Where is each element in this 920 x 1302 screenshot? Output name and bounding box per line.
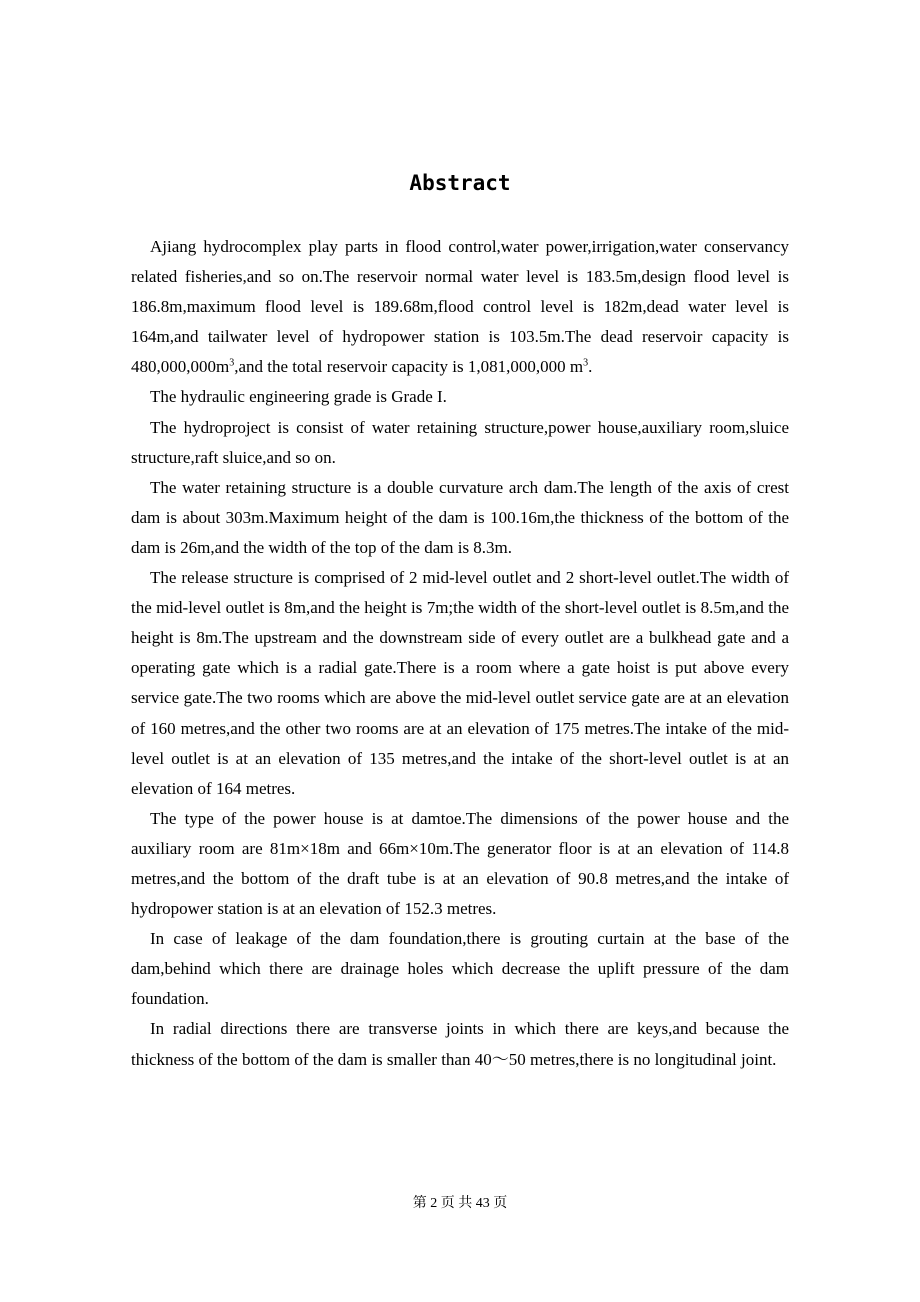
paragraph-joints: In radial directions there are transverse joints in which there are keys,and because the thickness of the bottom of the dam is smaller than 40～50 metres,there is no longitudinal joint. [131,1019,789,1069]
paragraph-power-house: The type of the power house is at damtoe.The dimensions of the power house and the auxiliary room are 81m×18m and 66m×10m.The generator floor is at an elevation of 114.8 metres,and the bottom of the draft tube is at an elevation of 90.8 metres,and the intake of hydropower station is at an elevation of 152.3 metres. [131,808,789,919]
superscript-cubic: 3 [583,357,589,369]
paragraph-grade: The hydraulic engineering grade is Grade I. [150,387,447,407]
paragraph-release-structure: The release structure is comprised of 2 mid-level outlet and 2 short-level outlet.The width of the mid-level outlet is 8m,and the height is 7m;the width of the short-level outlet is 8.5m,and the height is 8m.The upstream and the downstream side of every outlet are a bulkhead gate and a operating gate which is a radial gate.There is a room where a gate hoist is put above every service gate.The two rooms which are above the mid-level outlet service gate are at an elevation of 160 metres,and the other two rooms are at an elevation of 175 metres.The intake of the mid-level outlet is at an elevation of 135 metres,and the intake of the short-level outlet is at an elevation of 164 metres. [131,568,789,798]
paragraph-overview [131,232,789,382]
paragraph-composition: The hydroproject is consist of water retaining structure,power house,auxiliary room,sluice structure,raft sluice,and so on. [131,417,789,467]
paragraph-retaining-structure: The water retaining structure is a double curvature arch dam.The length of the axis of crest dam is about 303m.Maximum height of the dam is 100.16m,the thickness of the bottom of the dam is 26m,and the width of the top of the dam is 8.3m. [131,477,789,557]
page-number-footer: 第 2 页 共 43 页 [412,1196,508,1211]
paragraph-overview-text: Ajiang hydrocomplex play parts in flood control,water power,irrigation,water conservancy related fisheries,and so on.The reservoir normal water level is 183.5m,design flood level is 186.8m,maximum flood level is 189.68m,flood control level is 182m,dead water level is 164m,and tailwater level of hydropower station is 103.5m.The dead reservoir capacity is 480,000,000m [131,237,789,377]
superscript-cubic: 3 [229,357,235,369]
paragraph-overview-text-end: . [588,357,593,377]
abstract-title: Abstract [409,171,511,195]
paragraph-foundation: In case of leakage of the dam foundation,there is grouting curtain at the base of the dam,behind which there are drainage holes which decrease the uplift pressure of the dam foundation. [131,929,789,1009]
abstract-body [131,232,789,1075]
paragraph-overview-text-cont: ,and the total reservoir capacity is 1,081,000,000 m [234,357,584,377]
